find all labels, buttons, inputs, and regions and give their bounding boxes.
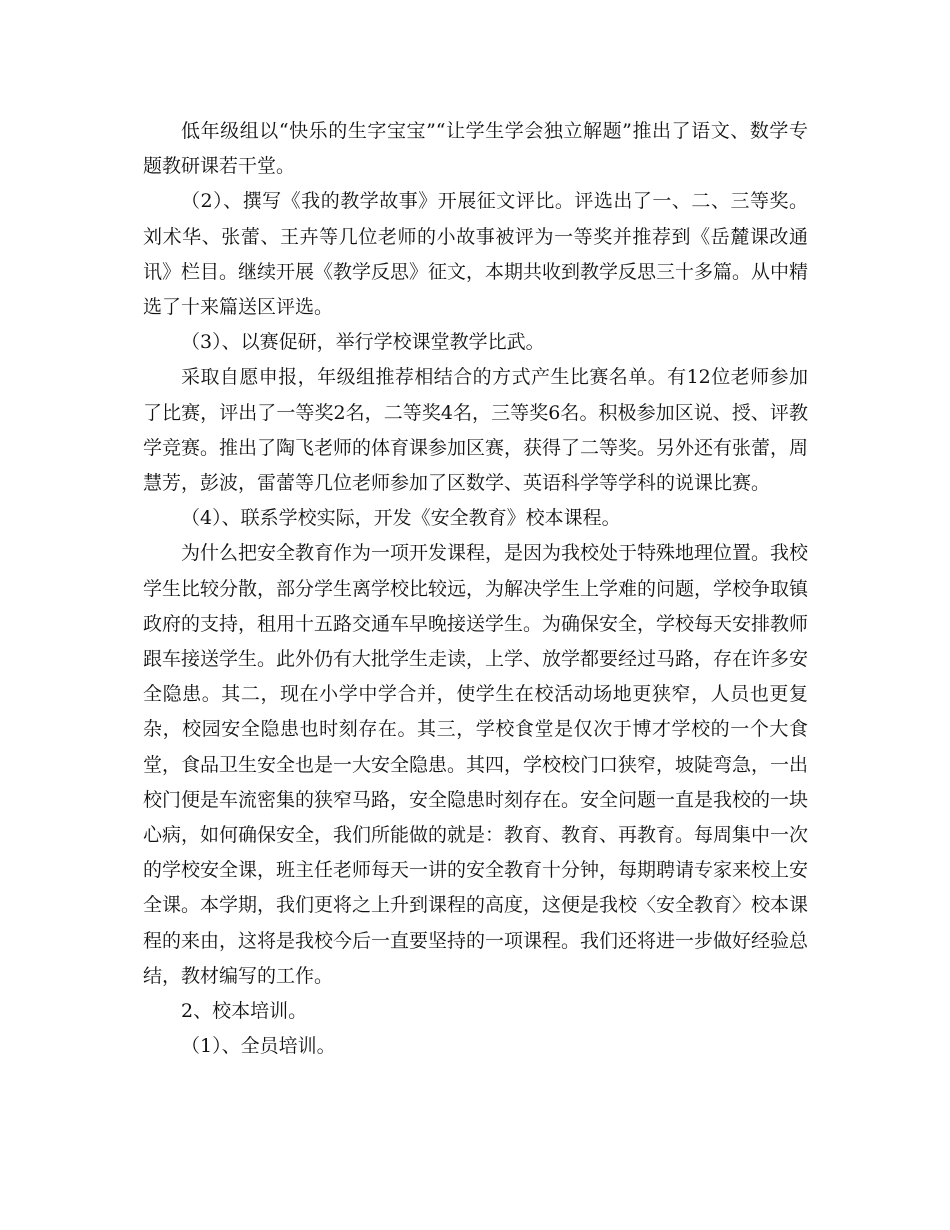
paragraph-safety-course-reasons: 为什么把安全教育作为一项开发课程，是因为我校处于特殊地理位置。我校学生比较分散，部分学生离学校比较远，为解决学生上学难的问题，学校争取镇政府的支持，租用十五路交通车早晚接送学生。为确保安全，学校每天安排教师跟车接送学生。此外仍有大批学生走读，上学、放学都要经过马路，存在许多安全隐患。其二，现在小学中学合并，使学生在校活动场地更狭窄，人员也更复杂，校园安全隐患也时刻存在。其三，学校食堂是仅次于博才学校的一个大食堂，食品卫生安全也是一大安全隐患。其四，学校校门口狭窄，坡陡弯急，一出校门便是车流密集的狭窄马路，安全隐患时刻存在。安全问题一直是我校的一块心病，如何确保安全，我们所能做的就是：教育、教育、再教育。每周集中一次的学校安全课，班主任老师每天一讲的安全教育十分钟，每期聘请专家来校上安全课。本学期，我们更将之上升到课程的高度，这便是我校〈安全教育〉校本课程的来由，这将是我校今后一直要坚持的一项课程。我们还将进一步做好经验总结，教材编写的工作。 xyxy=(143,542,809,987)
paragraph-teaching-story-essay: （2）、撰写《我的教学故事》开展征文评比。评选出了一、二、三等奖。刘术华、张蕾、王卉等几位老师的小故事被评为一等奖并推荐到《岳麓课改通讯》栏目。继续开展《教学反思》征文，本期共收到教学反思三十多篇。从中精选了十来篇送区评选。 xyxy=(143,190,809,319)
paragraph-contest-results: 采取自愿申报，年级组推荐相结合的方式产生比赛名单。有12位老师参加了比赛，评出了一等奖2名，二等奖4名，三等奖6名。积极参加区说、授、评教学竞赛。推出了陶飞老师的体育课参加区赛，获得了二等奖。另外还有张蕾，周慧芳，彭波，雷蕾等几位老师参加了区数学、英语科学等学科的说课比赛。 xyxy=(143,366,809,495)
document-page xyxy=(143,114,808,1064)
paragraph-safety-course-heading: （4）、联系学校实际，开发《安全教育》校本课程。 xyxy=(181,507,621,530)
paragraph-all-staff-training: （1）、全员培训。 xyxy=(181,1035,336,1058)
paragraph-classroom-contest-heading: （3）、以赛促研，举行学校课堂教学比武。 xyxy=(181,331,545,354)
paragraph-school-training-heading: 2、校本培训。 xyxy=(181,1000,308,1023)
paragraph-low-grade-lessons: 低年级组以“快乐的生字宝宝”“让学生学会独立解题”推出了语文、数学专题教研课若干堂。 xyxy=(143,120,808,178)
